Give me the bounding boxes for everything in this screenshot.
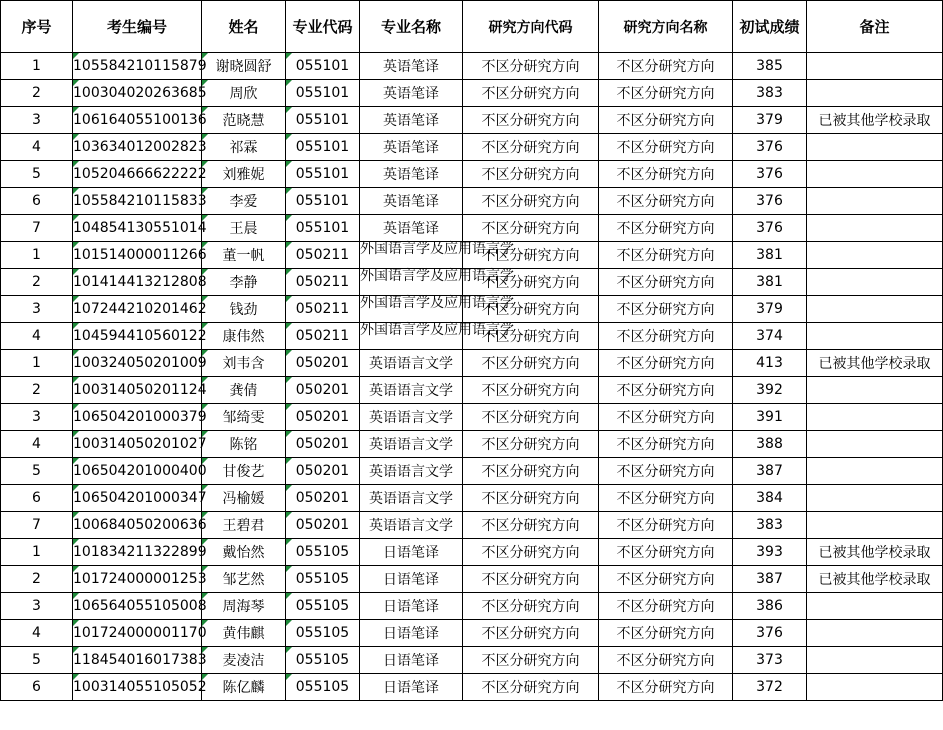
cell-note[interactable] [807,53,943,80]
cell-major-code[interactable]: 050201 [286,512,360,539]
cell-seq[interactable]: 6 [1,485,73,512]
cell-name[interactable]: 李爱 [202,188,286,215]
cell-direction-name[interactable]: 不区分研究方向 [599,404,733,431]
cell-score[interactable]: 379 [733,107,807,134]
cell-seq[interactable]: 3 [1,107,73,134]
cell-major-name[interactable] [360,295,514,323]
cell-score[interactable]: 373 [733,647,807,674]
cell-note[interactable] [807,269,943,296]
cell-score[interactable]: 392 [733,377,807,404]
cell-score[interactable]: 413 [733,350,807,377]
cell-note[interactable]: 已被其他学校录取 [807,350,943,377]
cell-score[interactable]: 387 [733,566,807,593]
cell-name[interactable]: 康伟然 [202,323,286,350]
cell-exam-id[interactable]: 100314050201124 [73,377,202,404]
cell-exam-id[interactable]: 101724000001253 [73,566,202,593]
cell-direction-code[interactable]: 不区分研究方向 [463,80,599,107]
cell-major-name[interactable] [360,322,514,350]
cell-seq[interactable]: 4 [1,134,73,161]
cell-major-code[interactable]: 050211 [286,269,360,296]
cell-seq[interactable]: 5 [1,647,73,674]
cell-note[interactable] [807,242,943,269]
cell-major-code[interactable]: 055101 [286,53,360,80]
cell-direction-name[interactable]: 不区分研究方向 [599,188,733,215]
cell-name[interactable]: 冯榆媛 [202,485,286,512]
cell-major-name[interactable]: 英语语言文学 [360,431,463,458]
table-row [1,593,943,620]
cell-name[interactable]: 王碧君 [202,512,286,539]
cell-major-code[interactable]: 055105 [286,566,360,593]
cell-name[interactable]: 刘雅妮 [202,161,286,188]
cell-exam-id[interactable]: 100324050201009 [73,350,202,377]
cell-seq[interactable]: 3 [1,296,73,323]
cell-direction-name[interactable]: 不区分研究方向 [599,80,733,107]
cell-direction-code[interactable]: 不区分研究方向 [463,350,599,377]
cell-direction-code[interactable]: 不区分研究方向 [463,647,599,674]
cell-seq[interactable]: 3 [1,593,73,620]
cell-name[interactable]: 祁霖 [202,134,286,161]
header-score[interactable]: 初试成绩 [733,1,807,53]
cell-score[interactable]: 372 [733,674,807,701]
cell-major-name[interactable]: 英语语言文学 [360,404,463,431]
cell-note[interactable] [807,620,943,647]
cell-direction-code[interactable]: 不区分研究方向 [463,134,599,161]
cell-direction-name[interactable]: 不区分研究方向 [599,53,733,80]
cell-exam-id[interactable]: 106504201000400 [73,458,202,485]
cell-major-name[interactable]: 日语笔译 [360,539,463,566]
cell-seq[interactable]: 5 [1,161,73,188]
table-row [1,188,943,215]
cell-score[interactable]: 376 [733,134,807,161]
cell-name[interactable]: 陈铭 [202,431,286,458]
table-row [1,431,943,458]
cell-direction-code[interactable]: 不区分研究方向 [463,566,599,593]
cell-direction-code[interactable]: 不区分研究方向 [463,404,599,431]
cell-direction-name[interactable]: 不区分研究方向 [599,458,733,485]
cell-direction-code[interactable]: 不区分研究方向 [463,431,599,458]
table-row [1,134,943,161]
cell-direction-name[interactable]: 不区分研究方向 [599,107,733,134]
cell-direction-code[interactable]: 不区分研究方向 [463,674,599,701]
cell-major-code[interactable]: 055105 [286,674,360,701]
header-seq[interactable]: 序号 [1,1,73,53]
cell-name[interactable]: 李静 [202,269,286,296]
table-row [1,323,943,350]
cell-major-code[interactable]: 050201 [286,350,360,377]
header-major-name[interactable]: 专业名称 [360,1,463,53]
cell-score[interactable]: 381 [733,269,807,296]
table-row [1,566,943,593]
cell-note[interactable] [807,188,943,215]
header-exam-id[interactable]: 考生编号 [73,1,202,53]
cell-exam-id[interactable]: 107244210201462 [73,296,202,323]
cell-exam-id[interactable]: 105584210115879 [73,53,202,80]
cell-seq[interactable]: 3 [1,404,73,431]
cell-seq[interactable]: 5 [1,458,73,485]
cell-name[interactable]: 周海琴 [202,593,286,620]
cell-direction-code[interactable]: 不区分研究方向 [463,242,599,269]
cell-direction-code[interactable]: 不区分研究方向 [463,215,599,242]
table-row [1,296,943,323]
cell-exam-id[interactable]: 106504201000379 [73,404,202,431]
table-row [1,674,943,701]
cell-major-code[interactable]: 050201 [286,458,360,485]
cell-seq[interactable]: 6 [1,188,73,215]
cell-major-name[interactable]: 英语语言文学 [360,377,463,404]
cell-direction-code[interactable]: 不区分研究方向 [463,458,599,485]
header-direction-name[interactable]: 研究方向名称 [599,1,733,53]
cell-note[interactable] [807,458,943,485]
cell-note[interactable] [807,647,943,674]
table-row [1,620,943,647]
cell-score[interactable]: 386 [733,593,807,620]
cell-note[interactable] [807,485,943,512]
cell-name[interactable]: 董一帆 [202,242,286,269]
cell-major-name[interactable]: 英语笔译 [360,80,463,107]
cell-exam-id[interactable]: 101514000011266 [73,242,202,269]
cell-name[interactable]: 陈亿麟 [202,674,286,701]
cell-note[interactable]: 已被其他学校录取 [807,566,943,593]
cell-score[interactable]: 385 [733,53,807,80]
cell-direction-code[interactable]: 不区分研究方向 [463,539,599,566]
cell-direction-name[interactable]: 不区分研究方向 [599,674,733,701]
table-row [1,539,943,566]
cell-name[interactable]: 甘俊艺 [202,458,286,485]
cell-direction-code[interactable]: 不区分研究方向 [463,485,599,512]
cell-major-name[interactable] [360,241,514,269]
table-row [1,242,943,269]
cell-note[interactable] [807,674,943,701]
cell-seq[interactable]: 2 [1,566,73,593]
cell-direction-name[interactable]: 不区分研究方向 [599,593,733,620]
table-row [1,512,943,539]
cell-name[interactable]: 黄伟麒 [202,620,286,647]
cell-direction-code[interactable]: 不区分研究方向 [463,269,599,296]
cell-major-name[interactable] [360,268,514,296]
cell-seq[interactable]: 1 [1,350,73,377]
cell-name[interactable]: 龚倩 [202,377,286,404]
cell-exam-id[interactable]: 101414413212808 [73,269,202,296]
cell-major-code[interactable]: 050211 [286,323,360,350]
cell-note[interactable] [807,161,943,188]
cell-seq[interactable]: 1 [1,539,73,566]
cell-exam-id[interactable]: 104854130551014 [73,215,202,242]
cell-direction-name[interactable]: 不区分研究方向 [599,323,733,350]
cell-name[interactable]: 周欣 [202,80,286,107]
cell-score[interactable]: 383 [733,512,807,539]
cell-major-name-text: 外国语言学及应用语言学 [360,322,514,338]
cell-direction-code[interactable]: 不区分研究方向 [463,296,599,323]
cell-major-name[interactable]: 英语笔译 [360,134,463,161]
cell-direction-code[interactable]: 不区分研究方向 [463,188,599,215]
table-row [1,458,943,485]
cell-major-code[interactable]: 050201 [286,485,360,512]
cell-note[interactable] [807,80,943,107]
header-row [1,1,943,53]
cell-major-name-text: 外国语言学及应用语言学 [360,268,514,284]
cell-direction-name[interactable]: 不区分研究方向 [599,620,733,647]
cell-note[interactable]: 已被其他学校录取 [807,107,943,134]
table-row [1,161,943,188]
cell-name[interactable]: 戴怡然 [202,539,286,566]
cell-exam-id[interactable]: 106164055100136 [73,107,202,134]
table-row [1,377,943,404]
cell-exam-id[interactable]: 105584210115833 [73,188,202,215]
cell-note[interactable] [807,215,943,242]
cell-direction-name[interactable]: 不区分研究方向 [599,377,733,404]
table-row [1,350,943,377]
cell-direction-name[interactable]: 不区分研究方向 [599,296,733,323]
cell-direction-code[interactable]: 不区分研究方向 [463,512,599,539]
cell-score[interactable]: 376 [733,161,807,188]
cell-major-name[interactable]: 英语语言文学 [360,458,463,485]
cell-exam-id[interactable]: 105204666622222 [73,161,202,188]
cell-note[interactable] [807,377,943,404]
cell-exam-id[interactable]: 103634012002823 [73,134,202,161]
cell-major-name[interactable]: 英语笔译 [360,188,463,215]
cell-major-code[interactable]: 055105 [286,539,360,566]
cell-seq[interactable]: 6 [1,674,73,701]
header-note[interactable]: 备注 [807,1,943,53]
table-row [1,269,943,296]
cell-major-name[interactable]: 日语笔译 [360,620,463,647]
cell-major-name[interactable]: 英语语言文学 [360,512,463,539]
cell-note[interactable] [807,404,943,431]
cell-direction-name[interactable]: 不区分研究方向 [599,350,733,377]
cell-direction-code[interactable]: 不区分研究方向 [463,377,599,404]
cell-major-code[interactable]: 055101 [286,80,360,107]
table-row [1,107,943,134]
cell-note[interactable] [807,431,943,458]
cell-direction-name[interactable]: 不区分研究方向 [599,431,733,458]
cell-major-code[interactable]: 050211 [286,242,360,269]
cell-seq[interactable]: 7 [1,512,73,539]
cell-major-code[interactable]: 050201 [286,431,360,458]
cell-score[interactable]: 387 [733,458,807,485]
table-body [1,53,943,701]
cell-direction-code[interactable]: 不区分研究方向 [463,323,599,350]
cell-direction-name[interactable]: 不区分研究方向 [599,512,733,539]
cell-score[interactable]: 384 [733,485,807,512]
cell-exam-id[interactable]: 106564055105008 [73,593,202,620]
cell-major-name[interactable]: 日语笔译 [360,674,463,701]
cell-direction-name[interactable]: 不区分研究方向 [599,647,733,674]
cell-score[interactable]: 376 [733,215,807,242]
cell-note[interactable] [807,296,943,323]
cell-seq[interactable]: 4 [1,323,73,350]
cell-score[interactable]: 383 [733,80,807,107]
cell-name[interactable]: 王晨 [202,215,286,242]
cell-seq[interactable]: 1 [1,242,73,269]
cell-major-name[interactable]: 日语笔译 [360,566,463,593]
cell-seq[interactable]: 2 [1,80,73,107]
cell-seq[interactable]: 2 [1,269,73,296]
cell-major-name[interactable]: 英语语言文学 [360,350,463,377]
cell-seq[interactable]: 4 [1,620,73,647]
cell-note[interactable] [807,593,943,620]
cell-score[interactable]: 374 [733,323,807,350]
cell-direction-name[interactable]: 不区分研究方向 [599,161,733,188]
cell-major-name[interactable]: 英语笔译 [360,215,463,242]
table-row [1,647,943,674]
cell-note[interactable] [807,323,943,350]
cell-major-name-text: 外国语言学及应用语言学 [360,241,514,257]
cell-direction-name[interactable]: 不区分研究方向 [599,215,733,242]
cell-direction-name[interactable]: 不区分研究方向 [599,566,733,593]
cell-major-code[interactable]: 055105 [286,620,360,647]
cell-direction-code[interactable]: 不区分研究方向 [463,620,599,647]
table-row [1,80,943,107]
cell-exam-id[interactable]: 106504201000347 [73,485,202,512]
cell-note[interactable] [807,512,943,539]
cell-direction-code[interactable]: 不区分研究方向 [463,53,599,80]
cell-score[interactable]: 379 [733,296,807,323]
cell-major-name[interactable]: 英语笔译 [360,161,463,188]
cell-major-code[interactable]: 050211 [286,296,360,323]
table-row [1,404,943,431]
cell-major-code[interactable]: 055105 [286,593,360,620]
cell-seq[interactable]: 1 [1,53,73,80]
cell-name[interactable]: 刘韦含 [202,350,286,377]
cell-direction-name[interactable]: 不区分研究方向 [599,269,733,296]
cell-direction-name[interactable]: 不区分研究方向 [599,485,733,512]
cell-score[interactable]: 381 [733,242,807,269]
cell-major-name[interactable]: 英语语言文学 [360,485,463,512]
cell-note[interactable] [807,134,943,161]
cell-seq[interactable]: 7 [1,215,73,242]
header-major-code[interactable]: 专业代码 [286,1,360,53]
cell-score[interactable]: 388 [733,431,807,458]
cell-exam-id[interactable]: 100314055105052 [73,674,202,701]
cell-exam-id[interactable]: 101724000001170 [73,620,202,647]
cell-major-name[interactable]: 英语笔译 [360,107,463,134]
cell-major-name[interactable]: 英语笔译 [360,53,463,80]
cell-score[interactable]: 376 [733,620,807,647]
header-name[interactable]: 姓名 [202,1,286,53]
cell-seq[interactable]: 4 [1,431,73,458]
table-row [1,485,943,512]
cell-name[interactable]: 谢晓圆舒 [202,53,286,80]
cell-direction-name[interactable]: 不区分研究方向 [599,539,733,566]
cell-seq[interactable]: 2 [1,377,73,404]
cell-major-code[interactable]: 055101 [286,161,360,188]
cell-major-code[interactable]: 055105 [286,647,360,674]
header-direction-code[interactable]: 研究方向代码 [463,1,599,53]
cell-direction-code[interactable]: 不区分研究方向 [463,161,599,188]
cell-score[interactable]: 376 [733,188,807,215]
cell-direction-code[interactable]: 不区分研究方向 [463,593,599,620]
cell-name[interactable]: 邹艺然 [202,566,286,593]
cell-direction-name[interactable]: 不区分研究方向 [599,134,733,161]
cell-major-name[interactable]: 日语笔译 [360,647,463,674]
cell-name[interactable]: 范晓慧 [202,107,286,134]
table-row [1,53,943,80]
cell-exam-id[interactable]: 100304020263685 [73,80,202,107]
cell-major-code[interactable]: 050201 [286,404,360,431]
table-row [1,215,943,242]
cell-name[interactable]: 邹绮雯 [202,404,286,431]
cell-major-code[interactable]: 055101 [286,134,360,161]
cell-major-code[interactable]: 055101 [286,107,360,134]
cell-note[interactable]: 已被其他学校录取 [807,539,943,566]
cell-score[interactable]: 391 [733,404,807,431]
cell-name[interactable]: 钱劲 [202,296,286,323]
cell-direction-name[interactable]: 不区分研究方向 [599,242,733,269]
cell-major-code[interactable]: 050201 [286,377,360,404]
cell-exam-id[interactable]: 104594410560122 [73,323,202,350]
cell-major-code[interactable]: 055101 [286,188,360,215]
cell-exam-id[interactable]: 101834211322899 [73,539,202,566]
cell-direction-code[interactable]: 不区分研究方向 [463,107,599,134]
cell-major-code[interactable]: 055101 [286,215,360,242]
cell-exam-id[interactable]: 100314050201027 [73,431,202,458]
cell-score[interactable]: 393 [733,539,807,566]
cell-name[interactable]: 麦凌洁 [202,647,286,674]
cell-exam-id[interactable]: 100684050200636 [73,512,202,539]
cell-major-name-text: 外国语言学及应用语言学 [360,295,514,311]
cell-major-name[interactable]: 日语笔译 [360,593,463,620]
cell-exam-id[interactable]: 118454016017383 [73,647,202,674]
